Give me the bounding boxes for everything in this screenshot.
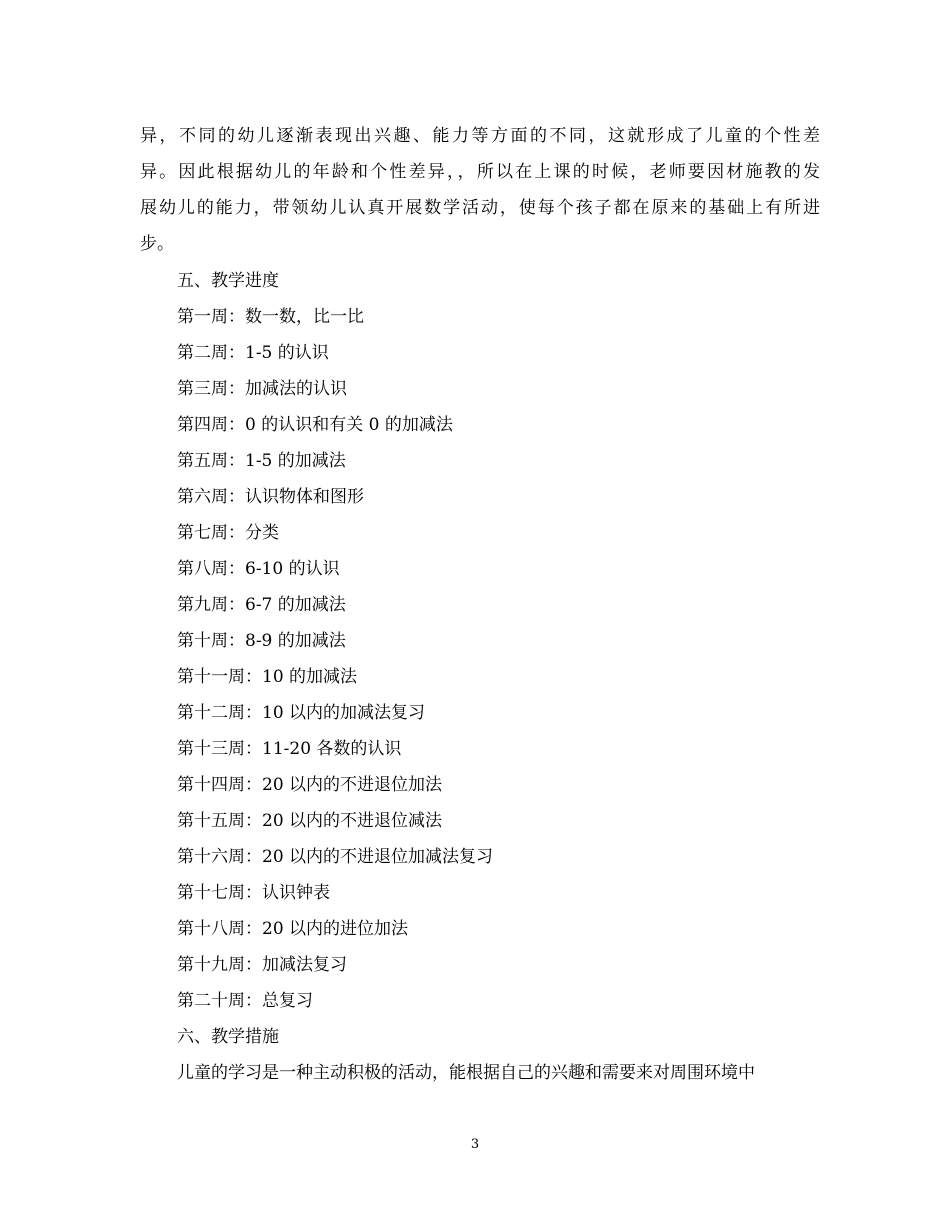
intro-line-2: 异。因此根据幼儿的年龄和个性差异，，所以在上课的时候，老师要因材施教的发 [140,162,820,182]
schedule-item-week-3: 第三周：加减法的认识 [177,379,347,399]
schedule-item-week-12: 第十二周：10 以内的加减法复习 [177,703,426,723]
intro-line-3: 展幼儿的能力，带领幼儿认真开展数学活动，使每个孩子都在原来的基础上有所进 [140,198,820,218]
schedule-item-week-20: 第二十周：总复习 [177,991,313,1011]
schedule-item-week-2: 第二周：1-5 的认识 [177,343,329,363]
schedule-item-week-5: 第五周：1-5 的加减法 [177,451,346,471]
intro-line-4: 步。 [140,234,174,254]
schedule-item-week-6: 第六周：认识物体和图形 [177,487,364,507]
schedule-item-week-19: 第十九周：加减法复习 [177,955,347,975]
section-five-heading: 五、教学进度 [177,271,279,291]
schedule-item-week-16: 第十六周：20 以内的不进退位加减法复习 [177,847,494,867]
schedule-item-week-18: 第十八周：20 以内的进位加法 [177,919,409,939]
section-six-first-line: 儿童的学习是一种主动积极的活动，能根据自己的兴趣和需要来对周围环境中 [177,1063,755,1083]
schedule-item-week-7: 第七周：分类 [177,523,279,543]
schedule-item-week-17: 第十七周：认识钟表 [177,883,330,903]
schedule-item-week-14: 第十四周：20 以内的不进退位加法 [177,775,443,795]
main-content [140,263,820,1091]
schedule-item-week-9: 第九周：6-7 的加减法 [177,595,346,615]
schedule-item-week-13: 第十三周：11-20 各数的认识 [177,739,402,759]
schedule-item-week-1: 第一周：数一数，比一比 [177,307,364,327]
schedule-item-week-10: 第十周：8-9 的加减法 [177,631,346,651]
schedule-item-week-8: 第八周：6-10 的认识 [177,559,340,579]
schedule-item-week-4: 第四周：0 的认识和有关 0 的加减法 [177,415,453,435]
page-number: 3 [470,1137,480,1152]
schedule-item-week-15: 第十五周：20 以内的不进退位减法 [177,811,443,831]
section-six-heading: 六、教学措施 [177,1027,279,1047]
intro-line-1: 异，不同的幼儿逐渐表现出兴趣、能力等方面的不同，这就形成了儿童的个性差 [140,126,820,146]
schedule-list [140,299,820,1019]
intro-paragraph [140,118,820,262]
schedule-item-week-11: 第十一周：10 的加减法 [177,667,358,687]
